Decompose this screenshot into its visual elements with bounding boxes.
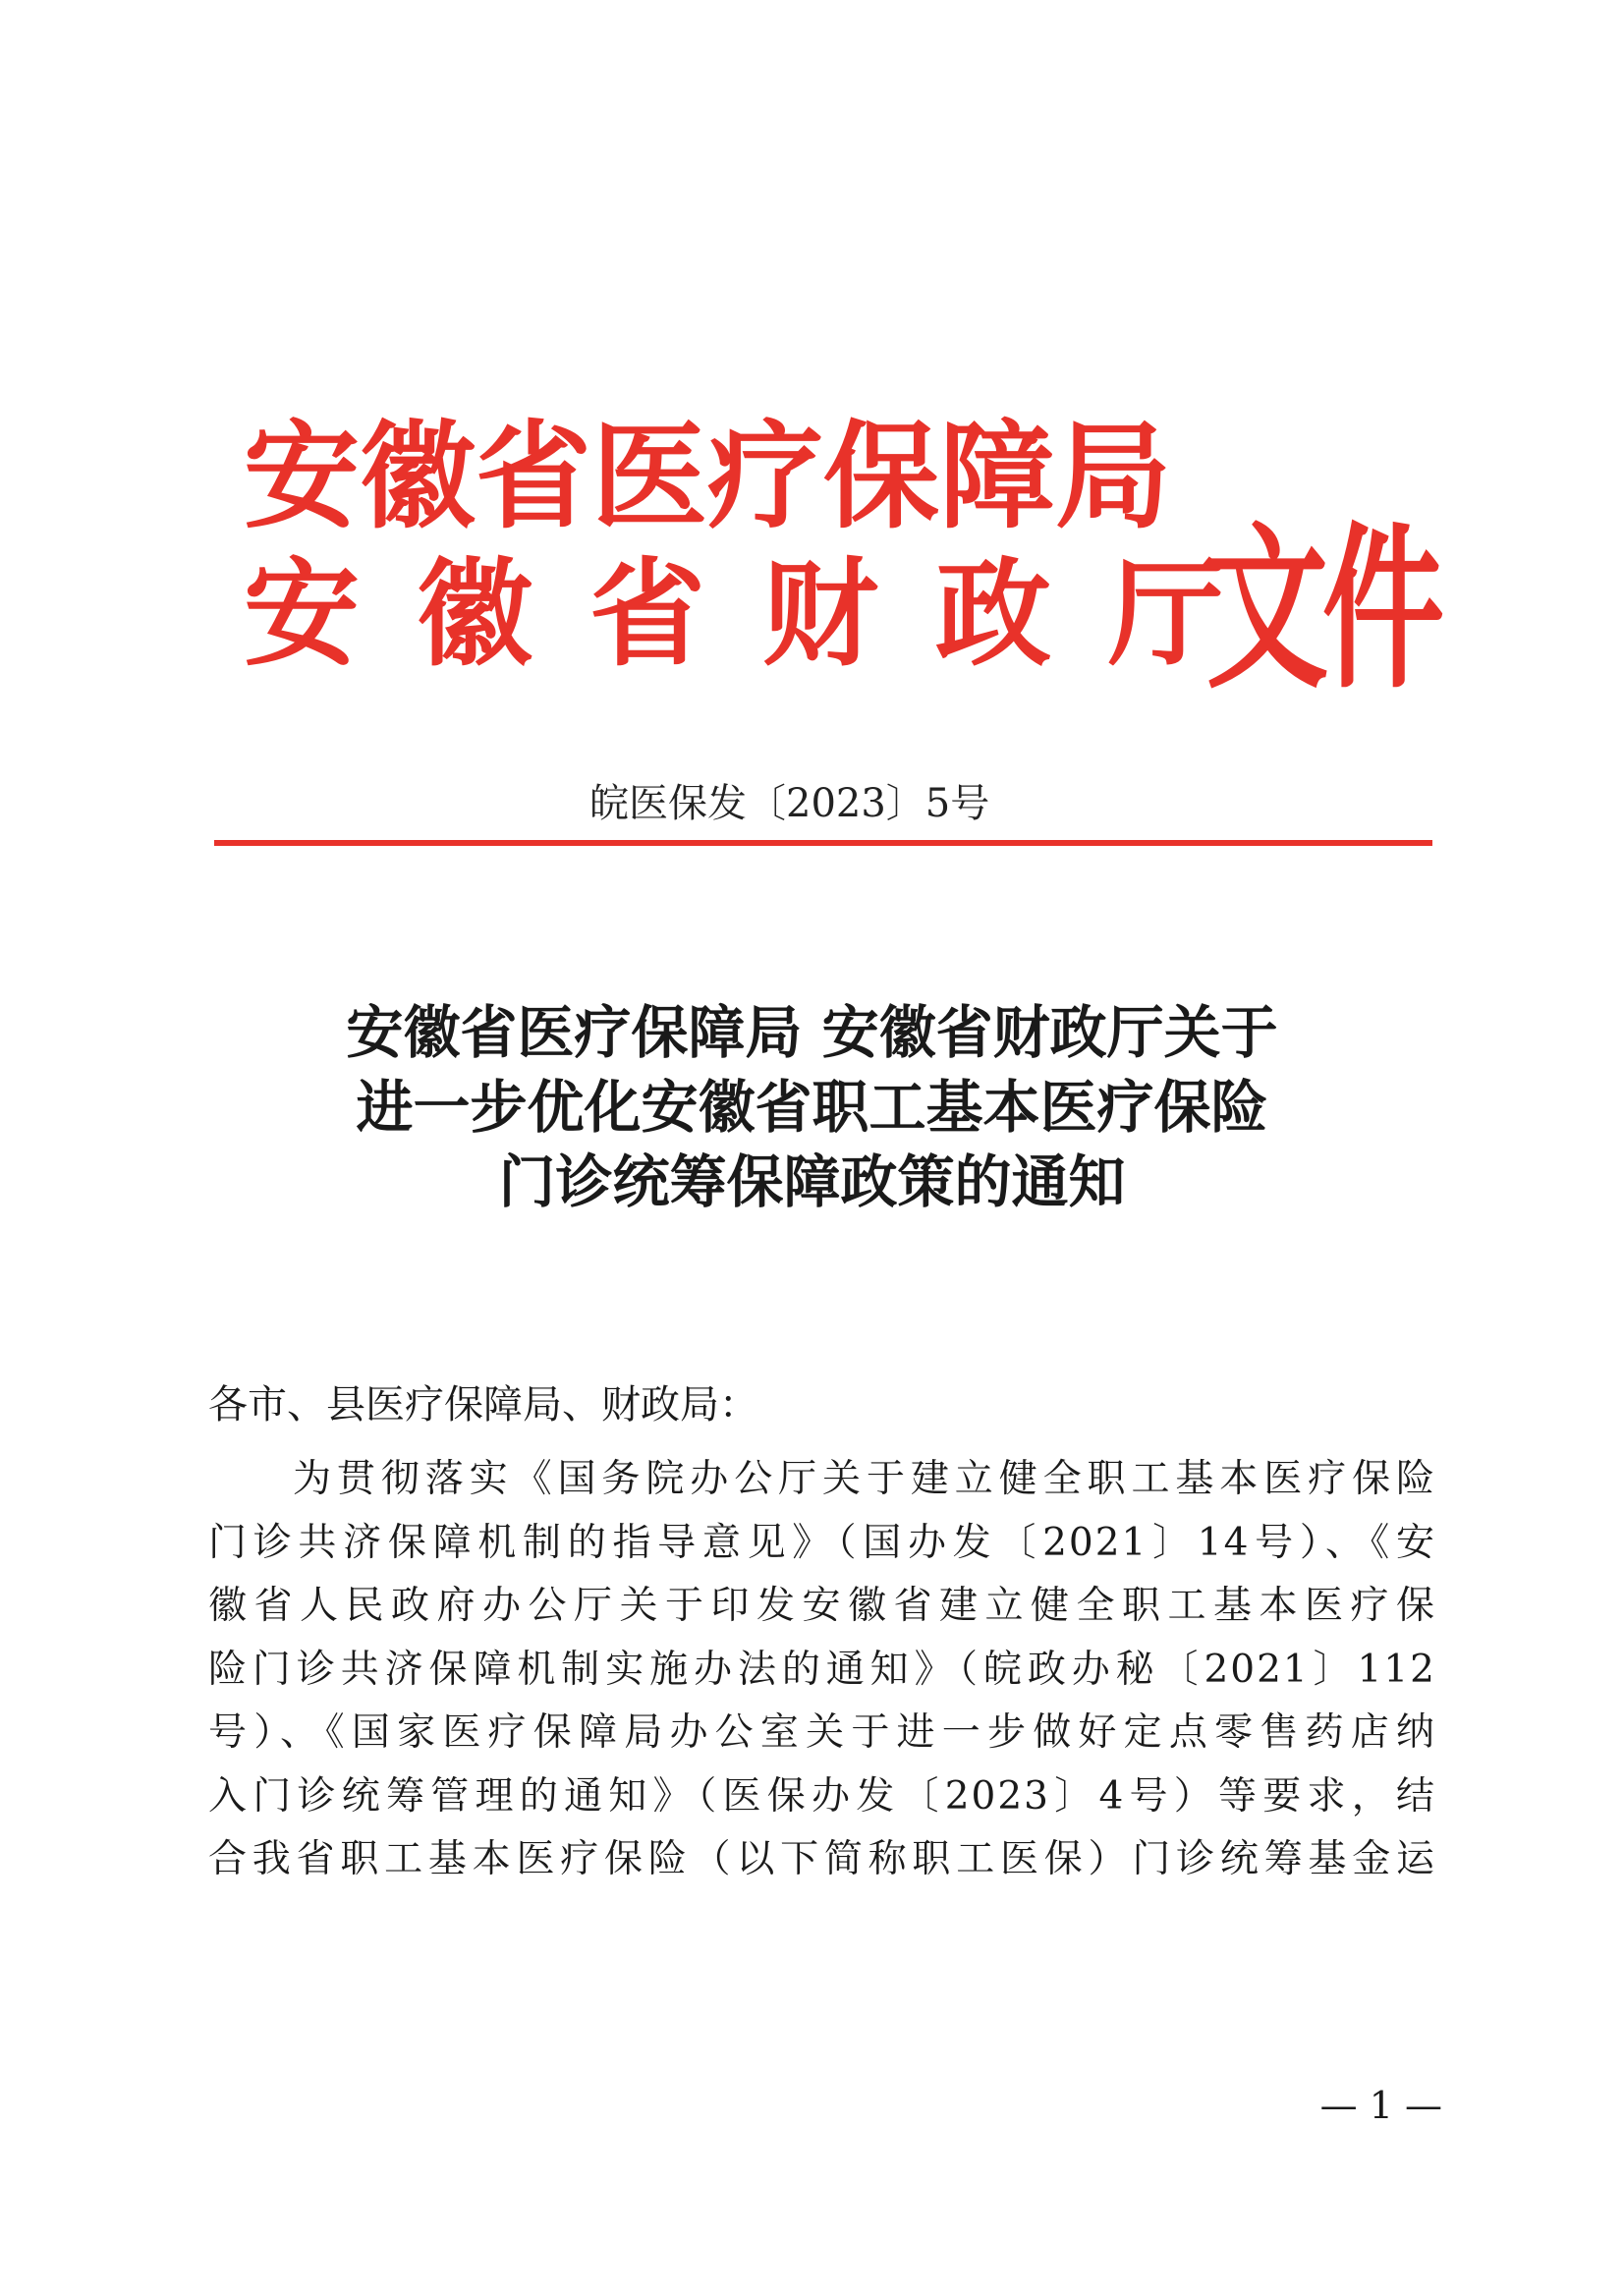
document-number: 皖医保发〔2023〕5号 [589,781,990,826]
red-divider-line [214,840,1432,846]
issuing-organizations [244,408,1282,683]
issuer-finance-department: 安徽省财政厅 [244,545,1282,682]
body-paragraph [208,1448,1436,1892]
document-type-label: 文件 [1206,506,1439,714]
page-number: — 1 — [1319,2084,1442,2127]
body-line: 门诊共济保障机制的指导意见》（国办发〔2021〕14号）、《安 [208,1520,1436,1565]
title-line: 门诊统筹保障政策的通知 [498,1148,1126,1215]
body-line: 险门诊共济保障机制实施办法的通知》（皖政办秘〔2021〕112 [208,1647,1436,1692]
body-line: 合我省职工基本医疗保险（以下简称职工医保）门诊统筹基金运 [208,1837,1436,1881]
issuer-medical-security-bureau: 安徽省医疗保障局 [244,408,1172,544]
body-line: 徽省人民政府办公厅关于印发安徽省建立健全职工基本医疗保 [208,1584,1436,1628]
body-line: 号）、《国家医疗保障局办公室关于进一步做好定点零售药店纳 [208,1710,1436,1755]
body-line: 为贯彻落实《国务院办公厅关于建立健全职工基本医疗保险 [293,1457,1436,1501]
body-line: 入门诊统筹管理的通知》（医保办发〔2023〕4号）等要求，结 [208,1773,1436,1819]
title-line: 进一步优化安徽省职工基本医疗保险 [356,1074,1268,1141]
title-line: 安徽省医疗保障局 安徽省财政厅关于 [346,999,1278,1066]
salutation: 各市、县医疗保障局、财政局： [208,1382,758,1427]
document-title [196,995,1428,1219]
